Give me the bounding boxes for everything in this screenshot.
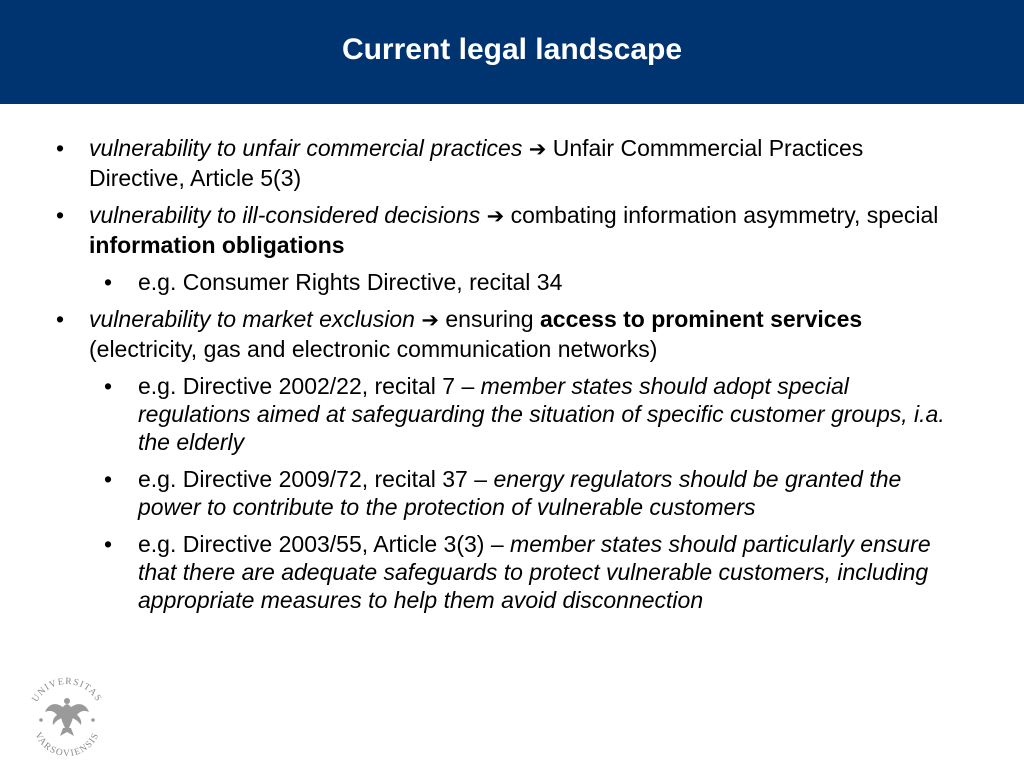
bullet-dot: •	[104, 269, 113, 295]
item-italic: energy regulators should be granted the power to contribute to the protection of vulnerable customers	[138, 466, 902, 520]
university-logo	[24, 668, 110, 762]
eagle-icon	[39, 698, 95, 736]
item-text-after: (electricity, gas and electronic communication networks)	[89, 336, 658, 362]
arrow-icon: ➔	[528, 138, 547, 161]
bullet-item	[0, 134, 1024, 192]
item-italic: vulnerability to ill-considered decisions	[89, 202, 481, 228]
bullet-dot: •	[56, 135, 65, 161]
bullet-dot: •	[104, 466, 113, 492]
item-text: e.g. Directive 2002/22, recital 7 –	[138, 373, 475, 399]
arrow-icon: ➔	[486, 205, 505, 228]
logo-bottom-text: VARSOVIENSIS	[32, 731, 102, 760]
logo-top-text: UNIVERSITAS	[30, 676, 104, 705]
item-text: e.g. Directive 2003/55, Article 3(3) –	[138, 531, 504, 557]
bullet-dot: •	[56, 202, 65, 228]
item-italic: member states should particularly ensure that there are adequate safeguards to protect vulnerable customers, including appropriate measures to help them avoid disconnection	[138, 531, 931, 613]
item-italic: member states should adopt special regulations aimed at safeguarding the situation of specific customer groups, i.a. the elderly	[138, 373, 945, 455]
bullet-item	[0, 305, 1024, 363]
bullet-dot: •	[56, 306, 65, 332]
item-bold: access to prominent services	[540, 306, 863, 332]
item-text: ensuring	[445, 306, 534, 332]
item-text: combating information asymmetry, special	[510, 202, 939, 228]
bullet-dot: •	[104, 531, 113, 557]
item-text: e.g. Directive 2009/72, recital 37 –	[138, 466, 488, 492]
sub-bullet-item	[0, 268, 1024, 296]
sub-bullet-item	[0, 372, 1024, 456]
sub-bullet-item	[0, 465, 1024, 521]
item-text: e.g. Consumer Rights Directive, recital 34	[138, 269, 563, 295]
bullet-item	[0, 201, 1024, 259]
item-italic: vulnerability to unfair commercial practices	[89, 135, 523, 161]
svg-text:VARSOVIENSIS	[32, 731, 101, 759]
slide-content	[0, 134, 1024, 623]
arrow-icon: ➔	[421, 309, 439, 332]
slide-header	[0, 0, 1024, 104]
item-bold: information obligations	[89, 232, 345, 258]
bullet-dot: •	[104, 373, 113, 399]
sub-bullet-item	[0, 530, 1024, 614]
slide-title: Current legal landscape	[341, 33, 683, 66]
item-italic: vulnerability to market exclusion	[89, 306, 415, 332]
item-text: Unfair Commmercial Practices Directive, Article 5(3)	[89, 135, 864, 191]
